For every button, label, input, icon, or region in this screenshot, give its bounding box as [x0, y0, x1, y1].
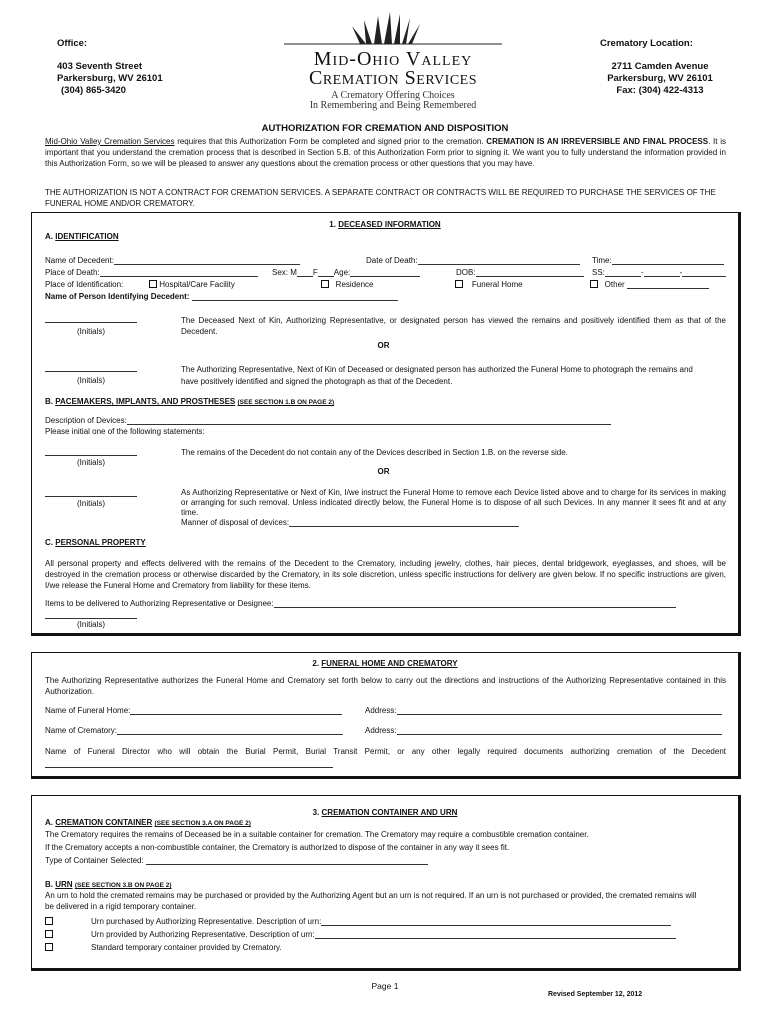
ident-statement-view: The Deceased Next of Kin, Authorizing Representative, or designated person has viewed the remains and positively identified them as that of the Decedent. — [181, 316, 726, 336]
personal-property-heading: C. PERSONAL PROPERTY — [45, 538, 146, 547]
pacemakers-heading: B. PACEMAKERS, IMPLANTS, AND PROSTHESES (SEE SECTION 1.B ON PAGE 2) — [45, 397, 335, 406]
initials-field-photo[interactable] — [45, 362, 137, 372]
dob-field[interactable] — [476, 268, 584, 277]
sex-m-field[interactable] — [297, 268, 313, 277]
urn-heading: B. URN (SEE SECTION 3.B ON PAGE 2) — [45, 880, 172, 889]
other-place-field[interactable] — [627, 280, 709, 289]
residence-checkbox[interactable] — [321, 280, 329, 288]
initials-field-remove-devices[interactable] — [45, 487, 137, 497]
option-hospital[interactable]: Hospital/Care Facility — [149, 280, 235, 289]
section1-heading: 1. DECEASED INFORMATION — [329, 220, 441, 229]
initials-label: (Initials) — [76, 620, 105, 629]
ss-part3-field[interactable] — [682, 268, 726, 277]
crematory-address-field[interactable] — [397, 726, 722, 735]
section3-heading: 3. CREMATION CONTAINER AND URN — [312, 808, 458, 817]
funeral-director-row: Name of Funeral Director who will obtain the Burial Permit, Burial Transit Permit, or any other legally required documents authorizing cremation of the Decedent — [45, 746, 726, 768]
urn-option-provided[interactable] — [45, 930, 53, 939]
urn-option-purchased[interactable] — [45, 917, 53, 926]
company-logo — [282, 8, 504, 111]
crematory-street: 2711 Camden Avenue — [611, 61, 709, 72]
revised-date: Revised September 12, 2012 — [548, 991, 643, 998]
date-of-death-field[interactable] — [418, 256, 580, 265]
disposal-manner-field[interactable] — [289, 518, 519, 527]
crematory-address — [592, 61, 728, 97]
office-address — [57, 61, 163, 97]
funeral-home-address-field[interactable] — [397, 706, 722, 715]
funeral-home-checkbox[interactable] — [455, 280, 463, 288]
urn-temporary-checkbox[interactable] — [45, 943, 53, 951]
initials-label: (Initials) — [76, 458, 105, 467]
urn-text: An urn to hold the cremated remains may be purchased or provided by the Authorizing Agent but an urn is not required. If an urn is not purchased or provided, the cremated remains will be delivered in a rigid temporary container. — [45, 891, 697, 911]
irreversible-warning: CREMATION IS AN IRREVERSIBLE AND FINAL PROCESS — [486, 137, 709, 146]
decedent-name-field[interactable] — [114, 256, 300, 265]
crematory-city: Parkersburg, WV 26101 — [607, 73, 713, 84]
container-text-2: If the Crematory accepts a non-combustible container, the Crematory is authorized to dispose of the container in any way it sees fit. — [45, 843, 510, 852]
ss-part2-field[interactable] — [644, 268, 680, 277]
option-funeral-home[interactable]: Funeral Home — [455, 280, 523, 289]
items-delivered-field[interactable] — [274, 599, 676, 608]
office-city: Parkersburg, WV 26101 — [57, 73, 163, 84]
logo-tagline2: In Remembering and Being Remembered — [309, 100, 477, 111]
option-residence[interactable]: Residence — [321, 280, 373, 289]
sex-f-field[interactable] — [318, 268, 334, 277]
person-identifying-field[interactable] — [192, 292, 398, 301]
option-other[interactable]: Other — [590, 280, 709, 289]
section2-text: The Authorizing Representative authorizes the Funeral Home and Crematory set forth below to carry out the directions and instructions of the Authorizing Representative contained in this Authorization. — [45, 676, 726, 696]
initials-field-property[interactable] — [45, 609, 137, 619]
crematory-name-field[interactable] — [117, 726, 343, 735]
initials-field-view[interactable] — [45, 313, 137, 323]
time-of-death-field[interactable] — [612, 256, 724, 265]
urn-temporary-label: Standard temporary container provided by Crematory. — [91, 943, 282, 952]
container-type-field[interactable] — [146, 856, 428, 865]
devices-instruction: Please initial one of the following statements: — [45, 427, 205, 436]
age-field[interactable] — [350, 268, 420, 277]
logo-line2: Cremation Services — [308, 67, 477, 89]
ident-statement-photo: The Authorizing Representative, Next of Kin of Deceased or designated person has authorized the Funeral Home to photograph the remains and have positively identified and signed the photograph as that of the Decedent. — [181, 365, 693, 386]
page-number: Page 1 — [371, 981, 399, 991]
urn-provided-description-field[interactable] — [315, 930, 676, 939]
initials-label: (Initials) — [76, 376, 105, 385]
company-name: Mid-Ohio Valley Cremation Services — [45, 137, 175, 146]
logo-line1: Mid-Ohio Valley — [313, 48, 473, 70]
or-label: OR — [377, 467, 390, 476]
page-title: AUTHORIZATION FOR CREMATION AND DISPOSITION — [261, 123, 509, 134]
funeral-home-name-field[interactable] — [130, 706, 342, 715]
office-label: Office: — [57, 38, 88, 49]
or-label: OR — [377, 341, 390, 350]
urn-purchased-checkbox[interactable] — [45, 917, 53, 925]
urn-provided-checkbox[interactable] — [45, 930, 53, 938]
devices-statement-remove: As Authorizing Representative or Next of Kin, I/we instruct the Funeral Home to remove each Device listed above and to charge for its services in making or arranging for such removal. Unless indicated directly below, the Funeral Home is to dispose of all such Devices. In any manner it sees fit and at any time. — [181, 488, 726, 517]
logo-tagline1: A Crematory Offering Choices — [331, 90, 455, 101]
initials-label: (Initials) — [76, 499, 105, 508]
initials-label: (Initials) — [76, 327, 105, 336]
section2-heading: 2. FUNERAL HOME AND CREMATORY — [312, 659, 458, 668]
funeral-director-field[interactable] — [45, 759, 333, 768]
office-phone: (304) 865-3420 — [61, 85, 126, 96]
other-checkbox[interactable] — [590, 280, 598, 288]
container-text-1: The Crematory requires the remains of Deceased be in a suitable container for cremation. The Crematory may require a combustible cremation container. — [45, 830, 589, 839]
urn-option-temporary[interactable] — [45, 943, 53, 952]
crematory-label: Crematory Location: — [600, 38, 693, 49]
personal-property-text: All personal property and effects delivered with the remains of the Decedent to the Crematory, including jewelry, clothes, hair pieces, dental bridgework, eyeglasses, and shoes, will be destroyed in the cremation process or otherwise discarded by the Crematory, in its sole discretion, unless specific instructions for delivery are given below. If no specific instructions are given, I/we release the Funeral Home and Crematory from liability for these items. — [45, 559, 726, 590]
cremation-container-heading: A. CREMATION CONTAINER (SEE SECTION 3.A ON PAGE 2) — [45, 818, 251, 827]
place-of-death-field[interactable] — [100, 268, 258, 277]
identification-heading: A. IDENTIFICATION — [45, 232, 119, 241]
initials-field-no-devices[interactable] — [45, 446, 137, 456]
crematory-fax: Fax: (304) 422-4313 — [616, 85, 704, 96]
intro-paragraph: Mid-Ohio Valley Cremation Services requires that this Authorization Form be completed and signed prior to the cremation. CREMATION IS AN IRREVERSIBLE AND FINAL PROCESS. It is important that you understand the cremation process that is described in Section 5.B. of this Authorization Form prior to signing it. We want you to fully understand the information provided in this Authorization Form, so we will be pleased to answer any questions about the cremation process or other questions that you may have. — [45, 137, 727, 168]
ss-part1-field[interactable] — [605, 268, 641, 277]
not-contract-notice: THE AUTHORIZATION IS NOT A CONTRACT FOR CREMATION SERVICES. A SEPARATE CONTRACT OR CONTRACTS WILL BE REQUIRED TO PURCHASE THE SERVICES OF THE FUNERAL HOME AND/OR CREMATORY. — [45, 188, 716, 208]
devices-statement-none: The remains of the Decedent do not contain any of the Devices described in Section 1.B. on the reverse side. — [181, 448, 568, 457]
office-street: 403 Seventh Street — [57, 61, 143, 72]
devices-description-field[interactable] — [127, 416, 611, 425]
urn-purchased-description-field[interactable] — [321, 917, 671, 926]
sunburst-logo-icon — [282, 8, 504, 48]
name-of-decedent-row: Name of Decedent: — [45, 256, 300, 265]
hospital-checkbox[interactable] — [149, 280, 157, 288]
